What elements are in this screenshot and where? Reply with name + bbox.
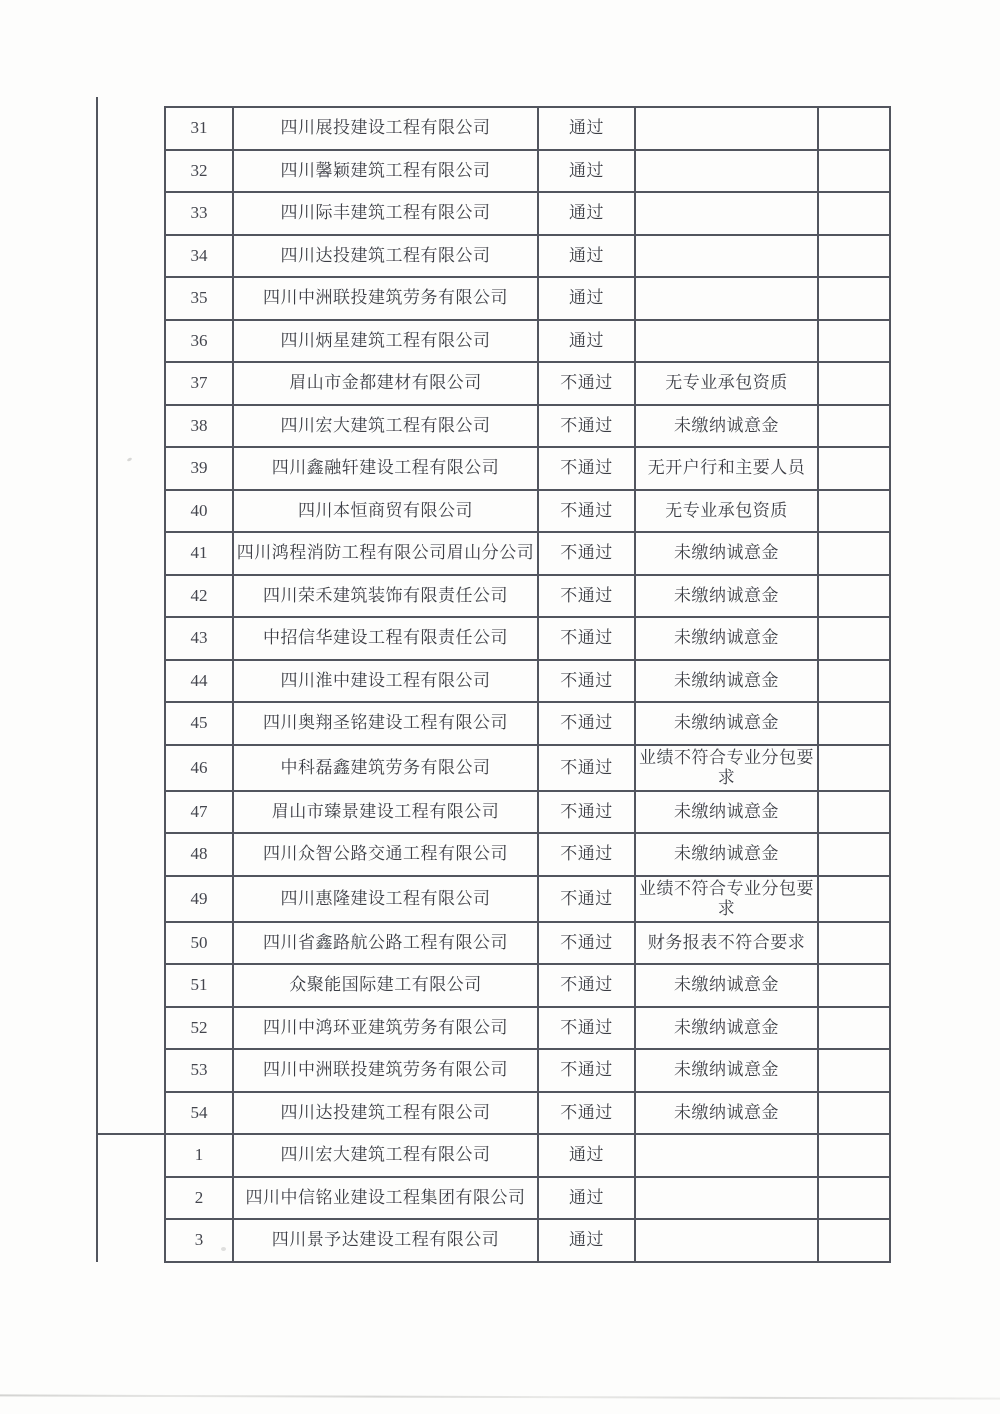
fail-reason-cell xyxy=(635,192,818,235)
table-row xyxy=(97,1134,890,1177)
scan-artifact-streak xyxy=(0,1394,1000,1399)
table-row xyxy=(97,235,890,278)
remarks-cell xyxy=(818,833,890,876)
row-number-cell: 34 xyxy=(165,235,233,278)
remarks-cell xyxy=(818,320,890,363)
company-name-cell: 四川鑫融轩建设工程有限公司 xyxy=(233,447,538,490)
company-name-cell: 四川鸿程消防工程有限公司眉山分公司 xyxy=(233,532,538,575)
company-name-cell: 四川馨颖建筑工程有限公司 xyxy=(233,150,538,193)
table-row xyxy=(97,745,890,791)
company-name-cell: 四川际丰建筑工程有限公司 xyxy=(233,192,538,235)
review-status-cell: 不通过 xyxy=(538,362,635,405)
remarks-cell xyxy=(818,617,890,660)
table-row xyxy=(97,1177,890,1220)
table-row xyxy=(97,791,890,834)
company-name-cell: 四川省鑫路航公路工程有限公司 xyxy=(233,922,538,965)
fail-reason-cell xyxy=(635,107,818,150)
remarks-cell xyxy=(818,876,890,922)
table-row xyxy=(97,447,890,490)
remarks-cell xyxy=(818,575,890,618)
company-name-cell: 四川本恒商贸有限公司 xyxy=(233,490,538,533)
left-category-cell xyxy=(97,1134,165,1262)
review-status-cell: 不通过 xyxy=(538,660,635,703)
row-number-cell: 35 xyxy=(165,277,233,320)
remarks-cell xyxy=(818,1219,890,1262)
review-status-cell: 不通过 xyxy=(538,791,635,834)
row-number-cell: 43 xyxy=(165,617,233,660)
table-row xyxy=(97,1049,890,1092)
review-status-cell: 通过 xyxy=(538,277,635,320)
table-row xyxy=(97,532,890,575)
company-name-cell: 四川中洲联投建筑劳务有限公司 xyxy=(233,277,538,320)
review-results-body xyxy=(97,107,890,1262)
review-status-cell: 不通过 xyxy=(538,922,635,965)
row-number-cell: 39 xyxy=(165,447,233,490)
fail-reason-cell xyxy=(635,277,818,320)
row-number-cell: 42 xyxy=(165,575,233,618)
table-row xyxy=(97,702,890,745)
remarks-cell xyxy=(818,362,890,405)
row-number-cell: 41 xyxy=(165,532,233,575)
row-number-cell: 47 xyxy=(165,791,233,834)
table-row xyxy=(97,575,890,618)
fail-reason-cell xyxy=(635,235,818,278)
row-number-cell: 48 xyxy=(165,833,233,876)
fail-reason-cell xyxy=(635,320,818,363)
fail-reason-cell xyxy=(635,1134,818,1177)
review-status-cell: 通过 xyxy=(538,107,635,150)
table-row xyxy=(97,617,890,660)
review-status-cell: 不通过 xyxy=(538,1007,635,1050)
fail-reason-cell: 未缴纳诚意金 xyxy=(635,833,818,876)
remarks-cell xyxy=(818,660,890,703)
review-status-cell: 不通过 xyxy=(538,964,635,1007)
fail-reason-cell: 未缴纳诚意金 xyxy=(635,617,818,660)
company-name-cell: 四川达投建筑工程有限公司 xyxy=(233,235,538,278)
review-status-cell: 不通过 xyxy=(538,702,635,745)
remarks-cell xyxy=(818,532,890,575)
row-number-cell: 45 xyxy=(165,702,233,745)
table-row xyxy=(97,192,890,235)
fail-reason-cell: 未缴纳诚意金 xyxy=(635,964,818,1007)
company-name-cell: 众聚能国际建工有限公司 xyxy=(233,964,538,1007)
table-row xyxy=(97,922,890,965)
company-name-cell: 四川淮中建设工程有限公司 xyxy=(233,660,538,703)
company-name-cell: 四川宏大建筑工程有限公司 xyxy=(233,405,538,448)
review-status-cell: 通过 xyxy=(538,192,635,235)
remarks-cell xyxy=(818,922,890,965)
fail-reason-cell xyxy=(635,1219,818,1262)
review-status-cell: 不通过 xyxy=(538,1092,635,1135)
fail-reason-cell: 业绩不符合专业分包要求 xyxy=(635,876,818,922)
company-name-cell: 中招信华建设工程有限责任公司 xyxy=(233,617,538,660)
company-name-cell: 四川荣禾建筑装饰有限责任公司 xyxy=(233,575,538,618)
fail-reason-cell: 业绩不符合专业分包要求 xyxy=(635,745,818,791)
remarks-cell xyxy=(818,1049,890,1092)
company-name-cell: 四川炳星建筑工程有限公司 xyxy=(233,320,538,363)
table-row xyxy=(97,1092,890,1135)
fail-reason-cell: 财务报表不符合要求 xyxy=(635,922,818,965)
review-status-cell: 不通过 xyxy=(538,575,635,618)
fail-reason-cell: 无专业承包资质 xyxy=(635,490,818,533)
table-row xyxy=(97,660,890,703)
table-row xyxy=(97,1219,890,1262)
review-status-cell: 通过 xyxy=(538,320,635,363)
row-number-cell: 32 xyxy=(165,150,233,193)
table-row xyxy=(97,405,890,448)
remarks-cell xyxy=(818,1007,890,1050)
left-category-cell xyxy=(97,107,165,1134)
review-status-cell: 通过 xyxy=(538,235,635,278)
remarks-cell xyxy=(818,235,890,278)
review-status-cell: 不通过 xyxy=(538,490,635,533)
remarks-cell xyxy=(818,1177,890,1220)
row-number-cell: 33 xyxy=(165,192,233,235)
table-row xyxy=(97,362,890,405)
row-number-cell: 50 xyxy=(165,922,233,965)
row-number-cell: 54 xyxy=(165,1092,233,1135)
remarks-cell xyxy=(818,1092,890,1135)
table-row xyxy=(97,876,890,922)
table-row xyxy=(97,107,890,150)
review-status-cell: 不通过 xyxy=(538,405,635,448)
review-status-cell: 通过 xyxy=(538,1177,635,1220)
company-name-cell: 中科磊鑫建筑劳务有限公司 xyxy=(233,745,538,791)
table-row xyxy=(97,277,890,320)
company-name-cell: 四川奥翔圣铭建设工程有限公司 xyxy=(233,702,538,745)
review-status-cell: 通过 xyxy=(538,1134,635,1177)
row-number-cell: 31 xyxy=(165,107,233,150)
review-status-cell: 不通过 xyxy=(538,745,635,791)
table-row xyxy=(97,833,890,876)
row-number-cell: 37 xyxy=(165,362,233,405)
company-name-cell: 四川中洲联投建筑劳务有限公司 xyxy=(233,1049,538,1092)
row-number-cell: 38 xyxy=(165,405,233,448)
company-name-cell: 四川达投建筑工程有限公司 xyxy=(233,1092,538,1135)
row-number-cell: 52 xyxy=(165,1007,233,1050)
table-row xyxy=(97,1007,890,1050)
company-name-cell: 四川展投建设工程有限公司 xyxy=(233,107,538,150)
company-name-cell: 四川宏大建筑工程有限公司 xyxy=(233,1134,538,1177)
fail-reason-cell xyxy=(635,1177,818,1220)
remarks-cell xyxy=(818,405,890,448)
row-number-cell: 3 xyxy=(165,1219,233,1262)
fail-reason-cell: 无开户行和主要人员 xyxy=(635,447,818,490)
fail-reason-cell: 未缴纳诚意金 xyxy=(635,575,818,618)
row-number-cell: 49 xyxy=(165,876,233,922)
fail-reason-cell: 未缴纳诚意金 xyxy=(635,405,818,448)
review-status-cell: 通过 xyxy=(538,150,635,193)
fail-reason-cell: 未缴纳诚意金 xyxy=(635,660,818,703)
remarks-cell xyxy=(818,1134,890,1177)
review-results-table xyxy=(96,106,891,1263)
row-number-cell: 2 xyxy=(165,1177,233,1220)
fail-reason-cell: 未缴纳诚意金 xyxy=(635,1049,818,1092)
fail-reason-cell: 未缴纳诚意金 xyxy=(635,791,818,834)
remarks-cell xyxy=(818,702,890,745)
review-status-cell: 不通过 xyxy=(538,876,635,922)
company-name-cell: 四川中鸿环亚建筑劳务有限公司 xyxy=(233,1007,538,1050)
table-row xyxy=(97,964,890,1007)
fail-reason-cell: 未缴纳诚意金 xyxy=(635,1092,818,1135)
row-number-cell: 46 xyxy=(165,745,233,791)
review-status-cell: 通过 xyxy=(538,1219,635,1262)
company-name-cell: 四川惠隆建设工程有限公司 xyxy=(233,876,538,922)
fail-reason-cell: 未缴纳诚意金 xyxy=(635,532,818,575)
remarks-cell xyxy=(818,107,890,150)
fail-reason-cell xyxy=(635,150,818,193)
review-status-cell: 不通过 xyxy=(538,617,635,660)
fail-reason-cell: 未缴纳诚意金 xyxy=(635,1007,818,1050)
remarks-cell xyxy=(818,490,890,533)
table-row xyxy=(97,150,890,193)
row-number-cell: 36 xyxy=(165,320,233,363)
fail-reason-cell: 未缴纳诚意金 xyxy=(635,702,818,745)
remarks-cell xyxy=(818,745,890,791)
table-row xyxy=(97,490,890,533)
remarks-cell xyxy=(818,150,890,193)
remarks-cell xyxy=(818,964,890,1007)
review-status-cell: 不通过 xyxy=(538,532,635,575)
fail-reason-cell: 无专业承包资质 xyxy=(635,362,818,405)
remarks-cell xyxy=(818,192,890,235)
company-name-cell: 四川众智公路交通工程有限公司 xyxy=(233,833,538,876)
row-number-cell: 40 xyxy=(165,490,233,533)
review-status-cell: 不通过 xyxy=(538,447,635,490)
remarks-cell xyxy=(818,447,890,490)
company-name-cell: 四川中信铭业建设工程集团有限公司 xyxy=(233,1177,538,1220)
remarks-cell xyxy=(818,277,890,320)
company-name-cell: 眉山市臻景建设工程有限公司 xyxy=(233,791,538,834)
row-number-cell: 51 xyxy=(165,964,233,1007)
company-name-cell: 眉山市金都建材有限公司 xyxy=(233,362,538,405)
row-number-cell: 44 xyxy=(165,660,233,703)
row-number-cell: 1 xyxy=(165,1134,233,1177)
table-row xyxy=(97,320,890,363)
row-number-cell: 53 xyxy=(165,1049,233,1092)
review-status-cell: 不通过 xyxy=(538,1049,635,1092)
company-name-cell: 四川景予达建设工程有限公司 xyxy=(233,1219,538,1262)
scan-artifact-speck xyxy=(221,1247,226,1251)
remarks-cell xyxy=(818,791,890,834)
review-status-cell: 不通过 xyxy=(538,833,635,876)
